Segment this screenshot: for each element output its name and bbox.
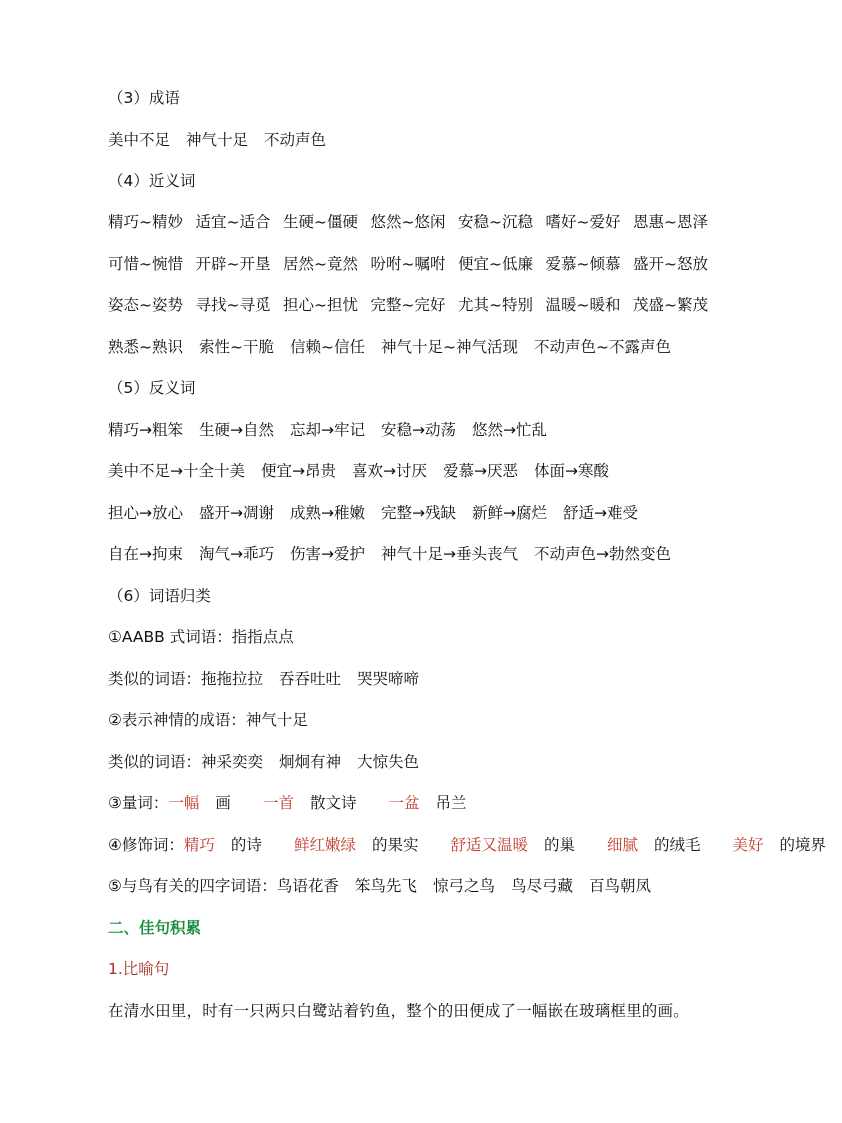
measure-item — [388, 793, 482, 813]
antonym-item: 新鲜→腐烂 — [472, 504, 547, 522]
antonym-item: 不动声色→勃然变色 — [534, 545, 671, 563]
bird-idiom-item: 百鸟朝凤 — [588, 877, 651, 895]
synonym-item: 熟悉~熟识 — [108, 338, 183, 356]
subheading-metaphor: 1.比喻句 — [108, 960, 170, 978]
measure-label: ③量词： — [108, 794, 169, 812]
modifier-item — [184, 835, 278, 855]
section-3-heading: （3）成语 — [108, 89, 180, 107]
similar-item: 吞吞吐吐 — [279, 670, 342, 688]
idiom-item: 不动声色 — [264, 131, 327, 149]
synonym-item: 信赖~信任 — [290, 338, 365, 356]
synonym-item: 担心~担忧 — [283, 296, 358, 314]
synonym-row — [108, 337, 708, 357]
synonym-item: 生硬~僵硬 — [283, 213, 358, 231]
idiom-item: 神气十足 — [186, 131, 249, 149]
synonym-item: 吩咐~嘱咐 — [370, 255, 446, 273]
antonym-item: 淘气→乖巧 — [199, 545, 274, 563]
synonym-item: 爱慕~倾慕 — [545, 255, 621, 273]
antonym-item: 生硬→自然 — [199, 421, 274, 439]
synonym-item: 茂盛~繁茂 — [633, 296, 708, 314]
antonym-item: 喜欢→讨厌 — [352, 462, 427, 480]
antonym-item: 精巧→粗笨 — [108, 421, 183, 439]
antonym-item: 成熟→稚嫩 — [290, 504, 365, 522]
synonym-item: 便宜~低廉 — [458, 255, 533, 273]
antonym-row — [108, 420, 708, 440]
idiom-row — [108, 130, 708, 150]
antonym-item: 伤害→爱护 — [290, 545, 365, 563]
section-6-heading: （6）词语归类 — [108, 587, 211, 605]
synonym-item: 不动声色~不露声色 — [534, 338, 671, 356]
synonym-row — [108, 295, 708, 315]
modifier-item — [733, 835, 842, 855]
modifier-item — [294, 835, 435, 855]
antonym-item: 完整→残缺 — [381, 504, 456, 522]
synonym-item: 神气十足~神气活现 — [381, 338, 518, 356]
synonym-item: 精巧~精妙 — [108, 213, 183, 231]
measure-rest: 画 — [215, 794, 231, 812]
bird-idiom-item: 笨鸟先飞 — [354, 877, 417, 895]
similar-item: 神采奕奕 — [201, 753, 264, 771]
modifier-item — [450, 835, 591, 855]
aabb-line: ①AABB 式词语：指指点点 — [108, 628, 294, 646]
birds-label: ⑤与鸟有关的四字词语： — [108, 877, 277, 895]
similar-item: 拖拖拉拉 — [201, 670, 264, 688]
antonym-item: 安稳→动荡 — [381, 421, 456, 439]
synonym-item: 完整~完好 — [370, 296, 446, 314]
antonym-item: 盛开→凋谢 — [199, 504, 274, 522]
synonym-item: 盛开~怒放 — [633, 255, 708, 273]
example-sentence: 在清水田里，时有一只两只白鹭站着钓鱼，整个的田便成了一幅嵌在玻璃框里的画。 — [108, 1002, 689, 1020]
antonym-row — [108, 544, 708, 564]
modifier-words-line — [108, 835, 827, 855]
highlight-word: 鲜红嫩绿 — [293, 836, 356, 854]
antonym-row — [108, 461, 708, 481]
similar-words-line-2 — [108, 752, 708, 772]
synonym-item: 开辟~开垦 — [195, 255, 271, 273]
modifier-rest: 的巢 — [543, 836, 575, 854]
synonym-item: 安稳~沉稳 — [458, 213, 533, 231]
highlight-word: 一幅 — [168, 794, 200, 812]
similar-label: 类似的词语： — [108, 753, 202, 771]
similar-words-line-1 — [108, 669, 708, 689]
measure-words-line — [108, 793, 708, 813]
measure-item — [263, 793, 373, 813]
synonym-item: 适宜~适合 — [195, 213, 271, 231]
idiom-item: 美中不足 — [108, 131, 171, 149]
modifier-rest: 的果实 — [371, 836, 419, 854]
synonym-item: 温暖~暖和 — [545, 296, 621, 314]
synonym-item: 嗜好~爱好 — [545, 213, 621, 231]
highlight-word: 一盆 — [388, 794, 420, 812]
bird-idiom-item: 鸟尽弓藏 — [510, 877, 573, 895]
section-5-heading: （5）反义词 — [108, 379, 196, 397]
antonym-item: 忘却→牢记 — [290, 421, 365, 439]
highlight-word: 舒适又温暖 — [450, 836, 528, 854]
measure-rest: 吊兰 — [435, 794, 467, 812]
antonym-item: 爱慕→厌恶 — [443, 462, 518, 480]
measure-item — [168, 793, 247, 813]
antonym-item: 便宜→昂贵 — [261, 462, 336, 480]
synonym-item: 悠然~悠闲 — [370, 213, 446, 231]
antonym-item: 自在→拘束 — [108, 545, 183, 563]
synonym-item: 恩惠~恩泽 — [633, 213, 708, 231]
modifier-rest: 的诗 — [230, 836, 262, 854]
section-4-heading: （4）近义词 — [108, 172, 196, 190]
antonym-item: 神气十足→垂头丧气 — [381, 545, 518, 563]
synonym-item: 索性~干脆 — [199, 338, 274, 356]
antonym-item: 美中不足→十全十美 — [108, 462, 245, 480]
synonym-row — [108, 212, 708, 232]
similar-item: 大惊失色 — [357, 753, 420, 771]
similar-label: 类似的词语： — [108, 670, 202, 688]
bird-idiom-item: 鸟语花香 — [276, 877, 339, 895]
antonym-item: 舒适→难受 — [563, 504, 638, 522]
synonym-item: 尤其~特别 — [458, 296, 533, 314]
highlight-word: 细腻 — [607, 836, 639, 854]
highlight-word: 精巧 — [183, 836, 215, 854]
synonym-item: 可惜~惋惜 — [108, 255, 183, 273]
measure-rest: 散文诗 — [309, 794, 357, 812]
antonym-item: 担心→放心 — [108, 504, 183, 522]
antonym-item: 体面→寒酸 — [534, 462, 609, 480]
highlight-word: 一首 — [262, 794, 294, 812]
antonym-item: 悠然→忙乱 — [472, 421, 547, 439]
antonym-row — [108, 503, 708, 523]
highlight-word: 美好 — [732, 836, 764, 854]
bird-idioms-line — [108, 876, 708, 896]
modifier-rest: 的绒毛 — [654, 836, 701, 854]
similar-item: 炯炯有神 — [279, 753, 342, 771]
synonym-item: 居然~竟然 — [283, 255, 358, 273]
part-2-heading: 二、佳句积累 — [108, 919, 202, 937]
bird-idiom-item: 惊弓之鸟 — [432, 877, 495, 895]
modifier-label: ④修饰词： — [108, 836, 184, 854]
synonym-item: 寻找~寻觅 — [195, 296, 271, 314]
expression-line: ②表示神情的成语：神气十足 — [108, 711, 308, 729]
synonym-row — [108, 254, 708, 274]
synonym-item: 姿态~姿势 — [108, 296, 183, 314]
similar-item: 哭哭啼啼 — [357, 670, 420, 688]
modifier-rest: 的境界 — [779, 836, 827, 854]
modifier-item — [607, 835, 717, 855]
